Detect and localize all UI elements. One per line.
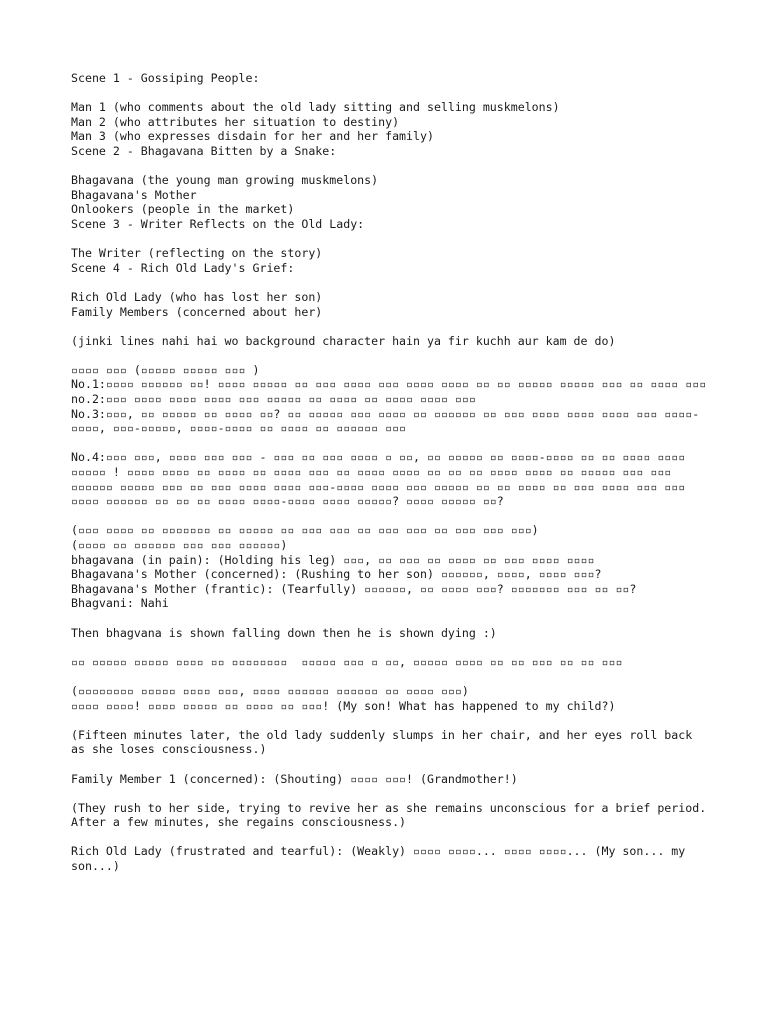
text-line: Family Members (concerned about her)	[71, 304, 323, 319]
text-line: Man 2 (who attributes her situation to destiny)	[71, 114, 400, 129]
text-line: The Writer (reflecting on the story)	[71, 246, 323, 261]
text-line: Rich Old Lady (who has lost her son)	[71, 289, 323, 304]
text-line: (Fifteen minutes later, the old lady suddenly slumps in her chair, and her eyes roll back as she loses consciousness.)	[71, 727, 700, 757]
text-line: Bhagavana (the young man growing muskmelons)	[71, 173, 379, 188]
text-line: Bhagvani: Nahi	[71, 596, 169, 611]
text-line: (▫▫▫▫▫▫▫▫ ▫▫▫▫▫ ▫▫▫▫ ▫▫▫, ▫▫▫▫ ▫▫▫▫▫▫ ▫▫▫▫▫▫ ▫▫ ▫▫▫▫ ▫▫▫)	[71, 683, 469, 698]
text-line: Bhagavana's Mother (frantic): (Tearfully) ▫▫▫▫▫▫, ▫▫ ▫▫▫▫ ▫▫▫? ▫▫▫▫▫▫▫ ▫▫▫ ▫▫ ▫▫?	[71, 581, 637, 596]
text-line: ▫▫▫▫ ▫▫▫▫! ▫▫▫▫ ▫▫▫▫▫ ▫▫ ▫▫▫▫ ▫▫ ▫▫▫! (My son! What has happened to my child?)	[71, 698, 616, 713]
text-line: Then bhagvana is shown falling down then he is shown dying :)	[71, 625, 497, 640]
text-line: No.4:▫▫▫ ▫▫▫, ▫▫▫▫ ▫▫▫ ▫▫▫ - ▫▫▫ ▫▫ ▫▫▫ ▫▫▫▫ ▫ ▫▫, ▫▫ ▫▫▫▫▫ ▫▫ ▫▫▫▫-▫▫▫▫ ▫▫ ▫▫ ▫▫▫▫ ▫▫▫▫ ▫▫▫▫▫ ! ▫▫▫▫ ▫▫▫▫ ▫▫ ▫▫▫▫ ▫▫ ▫▫▫▫ ▫▫▫ ▫▫ ▫▫▫▫ ▫▫▫▫ ▫▫ ▫▫ ▫▫ ▫▫▫▫ ▫▫▫▫ ▫▫ ▫▫▫▫▫ ▫▫▫ ▫▫▫ ▫▫▫▫▫▫ ▫▫▫▫▫ ▫▫▫ ▫▫ ▫▫▫ ▫▫▫▫ ▫▫▫▫ ▫▫▫-▫▫▫▫ ▫▫▫▫ ▫▫▫ ▫▫▫▫▫ ▫▫ ▫▫ ▫▫▫▫ ▫▫ ▫▫▫ ▫▫▫▫ ▫▫▫ ▫▫▫ ▫▫▫▫ ▫▫▫▫▫▫ ▫▫ ▫▫ ▫▫ ▫▫▫▫ ▫▫▫▫-▫▫▫▫ ▫▫▫▫ ▫▫▫▫▫? ▫▫▫▫ ▫▫▫▫▫ ▫▫?	[71, 450, 693, 509]
paragraph-gap	[71, 232, 711, 247]
paragraph-gap	[71, 640, 711, 655]
paragraph-gap	[71, 757, 711, 772]
text-line: No.3:▫▫▫, ▫▫ ▫▫▫▫▫ ▫▫ ▫▫▫▫ ▫▫? ▫▫ ▫▫▫▫▫ ▫▫▫ ▫▫▫▫ ▫▫ ▫▫▫▫▫▫ ▫▫ ▫▫▫ ▫▫▫▫ ▫▫▫▫ ▫▫▫▫ ▫▫▫ ▫▫▫▫-▫▫▫▫, ▫▫▫-▫▫▫▫▫, ▫▫▫▫-▫▫▫▫ ▫▫ ▫▫▫▫ ▫▫ ▫▫▫▫▫▫ ▫▫▫	[71, 406, 700, 436]
text-line: Rich Old Lady (frustrated and tearful): (Weakly) ▫▫▫▫ ▫▫▫▫... ▫▫▫▫ ▫▫▫▫... (My son... my son...)	[71, 844, 693, 874]
paragraph-gap	[71, 786, 711, 801]
text-line: (▫▫▫ ▫▫▫▫ ▫▫ ▫▫▫▫▫▫▫ ▫▫ ▫▫▫▫▫ ▫▫ ▫▫▫ ▫▫▫ ▫▫ ▫▫▫ ▫▫▫ ▫▫ ▫▫▫ ▫▫▫ ▫▫▫)	[71, 523, 539, 538]
text-line: ▫▫ ▫▫▫▫▫ ▫▫▫▫▫ ▫▫▫▫ ▫▫ ▫▫▫▫▫▫▫▫ ▫▫▫▫▫ ▫▫▫ ▫ ▫▫, ▫▫▫▫▫ ▫▫▫▫ ▫▫ ▫▫ ▫▫▫ ▫▫ ▫▫ ▫▫▫	[71, 654, 623, 669]
text-line: Family Member 1 (concerned): (Shouting) ▫▫▫▫ ▫▫▫! (Grandmother!)	[71, 771, 518, 786]
text-line: Scene 1 - Gossiping People:	[71, 71, 260, 85]
text-line: bhagavana (in pain): (Holding his leg) ▫▫▫, ▫▫ ▫▫▫ ▫▫ ▫▫▫▫ ▫▫ ▫▫▫ ▫▫▫▫ ▫▫▫▫	[71, 552, 595, 567]
paragraph-gap	[71, 669, 711, 684]
paragraph-gap	[71, 319, 711, 334]
document-page	[71, 71, 714, 874]
text-line: (▫▫▫▫ ▫▫ ▫▫▫▫▫▫ ▫▫▫ ▫▫▫ ▫▫▫▫▫▫)	[71, 538, 288, 552]
paragraph-gap	[71, 86, 711, 101]
text-line: Man 3 (who expresses disdain for her and her family)	[71, 129, 434, 144]
text-line: Scene 4 - Rich Old Lady's Grief:	[71, 260, 295, 275]
text-line: Man 1 (who comments about the old lady sitting and selling muskmelons)	[71, 100, 560, 115]
text-line: Bhagavana's Mother	[71, 187, 197, 202]
paragraph-gap	[71, 830, 711, 845]
paragraph-gap	[71, 713, 711, 728]
text-line: ▫▫▫▫ ▫▫▫ (▫▫▫▫▫ ▫▫▫▫▫ ▫▫▫ )	[71, 362, 260, 377]
text-line: Bhagavana's Mother (concerned): (Rushing to her son) ▫▫▫▫▫▫, ▫▫▫▫, ▫▫▫▫ ▫▫▫?	[71, 567, 602, 582]
text-line: No.1:▫▫▫▫ ▫▫▫▫▫▫ ▫▫! ▫▫▫▫ ▫▫▫▫▫ ▫▫ ▫▫▫ ▫▫▫▫ ▫▫▫ ▫▫▫▫ ▫▫▫▫ ▫▫ ▫▫ ▫▫▫▫▫ ▫▫▫▫▫ ▫▫▫ ▫▫ ▫▫▫▫ ▫▫▫	[71, 377, 707, 392]
paragraph-gap	[71, 159, 711, 174]
text-line: Scene 2 - Bhagavana Bitten by a Snake:	[71, 143, 337, 158]
text-line: (jinki lines nahi hai wo background character hain ya fir kuchh aur kam de do)	[71, 333, 616, 348]
text-line: Onlookers (people in the market)	[71, 202, 295, 217]
paragraph-gap	[71, 436, 711, 451]
text-line: (They rush to her side, trying to revive her as she remains unconscious for a brief period. After a few minutes, she regains consciousness.)	[71, 800, 714, 830]
paragraph-gap	[71, 275, 711, 290]
text-line: no.2:▫▫▫ ▫▫▫▫ ▫▫▫▫ ▫▫▫▫ ▫▫▫ ▫▫▫▫▫ ▫▫ ▫▫▫▫ ▫▫ ▫▫▫▫ ▫▫▫▫ ▫▫▫	[71, 392, 476, 407]
paragraph-gap	[71, 348, 711, 363]
paragraph-gap	[71, 611, 711, 626]
text-line: Scene 3 - Writer Reflects on the Old Lady:	[71, 216, 365, 231]
paragraph-gap	[71, 509, 711, 524]
